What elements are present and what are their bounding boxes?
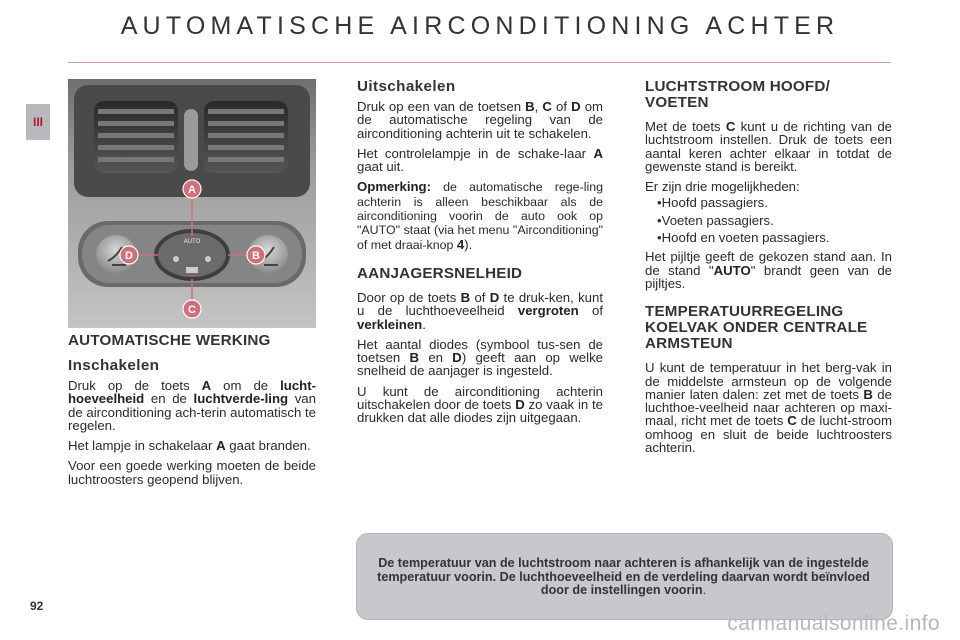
page-title: AUTOMATISCHE AIRCONDITIONING ACHTER <box>120 12 840 40</box>
paragraph-switch-on: Druk op de toets A om de lucht-hoeveelheid en de luchtverde-ling van de airconditioning ach-terin automatisch te regelen. <box>68 378 316 433</box>
watermark: carmanualsonline.info <box>727 612 940 635</box>
paragraph-arrow-indicator: Het pijltje geeft de gekozen stand aan. In de stand "AUTO" brandt geen van de pijltjes. <box>645 249 892 291</box>
heading-automatic-operation: AUTOMATISCHE WERKING <box>68 332 271 349</box>
paragraph-temperature-storage: U kunt de temperatuur in het berg-vak in de middelste armsteun op de volgende manier laten dalen: zet met de toets B de luchthoe-veelheid naar achteren op maxi-maal, richt met de toets C de lucht-stroom omhoog en sluit de beide luchtroosters achterin. <box>645 360 892 456</box>
rear-ac-panel-illustration <box>68 79 316 328</box>
subheading-switch-off: Uitschakelen <box>357 78 456 95</box>
svg-text:C: C <box>188 304 196 316</box>
heading-temperature-storage: TEMPERATUURREGELING KOELVAK ONDER CENTRALE ARMSTEUN <box>645 303 868 353</box>
heading-airflow-head-feet: LUCHTSTROOM HOOFD/ VOETEN <box>645 78 830 111</box>
list-item: • Hoofd passagiers. <box>645 196 892 209</box>
paragraph-switch-off: Druk op een van de toetsen B, C of D om de automatische regeling van de airconditioning achterin uit te schakelen. <box>357 99 604 141</box>
label-c-badge <box>183 300 201 318</box>
label-b-badge <box>247 246 265 264</box>
auto-label: AUTO <box>183 239 201 245</box>
paragraph-fan-speed: Door op de toets B of D te druk-ken, kunt u de luchthoeveelheid vergroten of verkleinen. <box>357 289 604 332</box>
list-item: • Voeten passagiers. <box>645 214 892 227</box>
chapter-tab[interactable]: III <box>26 104 50 140</box>
left-air-vent[interactable] <box>94 101 178 173</box>
svg-text:A: A <box>188 184 196 196</box>
right-air-vent[interactable] <box>204 101 288 173</box>
svg-text:D: D <box>125 250 133 262</box>
paragraph-remark: Opmerking: de automatische rege-ling achterin is alleen beschikbaar als de airconditioning voorin de auto ook op "AUTO" staat (via het menu "Airconditioning" of met draai-knop 4). <box>357 179 603 252</box>
airflow-options-list <box>645 196 892 244</box>
paragraph-indicator-off: Het controlelampje in de schake-laar A gaat uit. <box>357 145 603 175</box>
heading-fan-speed: AANJAGERSNELHEID <box>357 264 523 282</box>
paragraph-airflow: Met de toets C kunt u de richting van de luchtstroom instellen. Druk de toets een aantal keren achter elkaar in totdat de gewenste stand is bereikt. <box>645 119 892 174</box>
note-text: De temperatuur van de luchtstroom naar achteren is afhankelijk van de ingestelde temperatuur voorin. De luchthoeveelheid en de verdeling daarvan wordt beïnvloed door de instellingen voorin. <box>377 556 870 597</box>
paragraph-vents-open: Voor een goede werking moeten de beide luchtroosters geopend blijven. <box>68 458 316 487</box>
paragraph-lamp-on: Het lampje in schakelaar A gaat branden. <box>68 438 311 454</box>
subheading-switch-on: Inschakelen <box>68 357 160 374</box>
center-control-cluster[interactable] <box>154 229 230 281</box>
title-divider <box>68 62 891 63</box>
svg-text:B: B <box>252 250 260 262</box>
paragraph-options-intro: Er zijn drie mogelijkheden: <box>645 179 800 195</box>
label-d-badge <box>120 246 138 264</box>
paragraph-fan-off: U kunt de airconditioning achterin uitschakelen door de toets D zo vaak in te drukken dat alle diodes zijn uitgegaan. <box>357 383 604 426</box>
column-airflow-and-temperature <box>645 79 892 461</box>
column-automatic-operation <box>68 333 316 493</box>
column-switch-off-and-fan <box>357 79 603 432</box>
paragraph-diodes: Het aantal diodes (symbool tus-sen de toetsen B en D) geeft aan op welke snelheid de aanjager is ingesteld. <box>357 336 603 379</box>
vent-thumbwheel[interactable] <box>184 109 198 171</box>
label-a-badge <box>183 180 201 198</box>
list-item: • Hoofd en voeten passagiers. <box>645 231 892 244</box>
page-number: 92 <box>30 599 44 613</box>
